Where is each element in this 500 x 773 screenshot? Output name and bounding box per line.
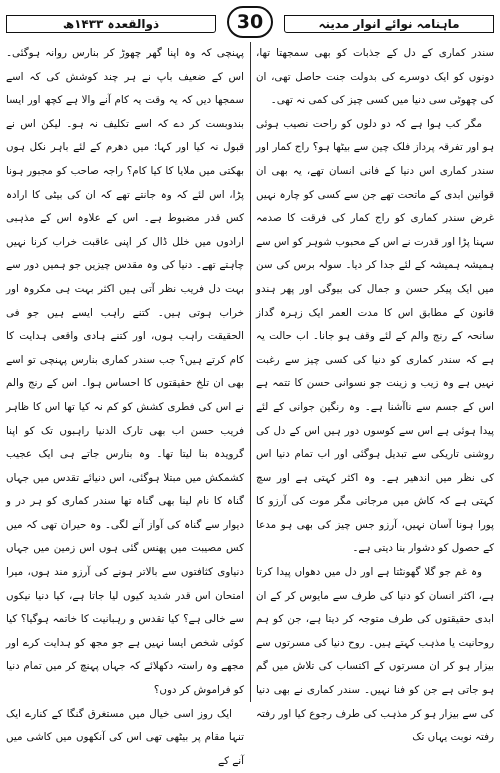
page-header [6, 6, 494, 36]
paragraph: ایک روز اسی خیال میں مستغرق گنگا کے کنارے ایک تنہا مقام پر بیٹھی تھی اس کی آنکھوں میں کاشی میں آنے کے [6, 707, 244, 767]
page-number-badge [227, 6, 273, 38]
paragraph: وہ غم جو گلا گھونٹتا ہے اور دل میں دھواں پیدا کرتا ہے، اکثر انسان کو دنیا کی طرف سے مایوس کر کے ان ابدی حقیقتوں کی طرف متوجہ کر دیتا ہے، جن کو ہم روحانیت یا مذہب کہتے ہیں۔ روح دنیا کی مسرتوں سے بیزار ہو کر ان مسرتوں کے اکتساب کی تلاش میں گم ہو جاتی ہے جن کو فنا نہیں۔ سندر کماری نے بھی دنیا کی سے بیزار ہو کر مذہب کی طرف رجوع کیا اور رفتہ رفتہ نوبت یہاں تک [256, 566, 494, 744]
paragraph: سندر کماری کے دل کے جذبات کو بھی سمجھتا تھا، دونوں کو ایک دوسرے کی بدولت جنت حاصل تھی، ان کی چھوٹی سی دنیا میں کسی چیز کی کمی نہ تھی۔ [256, 47, 494, 107]
page-number: 30 [236, 11, 264, 33]
issue-date-bar [6, 15, 216, 33]
right-text-column [256, 42, 494, 744]
issue-date: ذوالقعدہ ۱۴۳۳ھ [62, 17, 160, 31]
paragraph: پہنچی کہ وہ اپنا گھر چھوڑ کر بنارس روانہ ہوگئی۔ اس کے ضعیف باپ نے ہر چند کوشش کی کہ اسے سمجھا دیں کہ یہ وقت یہ کام آنے والا ہے کچھ اور ایسا بندوبست کر دے کہ اسے تکلیف نہ ہو۔ لیکن اس نے قبول نہ کیا اور کہا: میں دھرم کے لئے باہر نکل ہوں بھکتی میں ملایا کا کیا کام؟ راجہ صاحب کو مجبور ہونا پڑا، اس لئے کہ وہ جانتے تھے کہ ان کی بیٹی کا ارادہ کس قدر مضبوط ہے۔ اس کے علاوہ اس کے مذہبی ارادوں میں خلل ڈال کر اپنی عاقبت خراب کرنا نہیں چاہتے تھے۔ دنیا کی وہ مقدس چیزیں جو ہمیں دور سے بہت دل فریب نظر آتی ہیں اکثر بہت ہی مکروہ اور خراب ہوتی ہیں۔ کتنے راہب ایسے ہیں جو فی الحقیقت راہب ہوں، اور کتنے ہادی واقعی ہدایت کا کام کرتے ہیں؟ جب سندر کماری بنارس پہنچی تو اسے بھی ان تلخ حقیقتوں کا احساس ہوا۔ اس کے رنج والم نے اس کی فطری کشش کو کم نہ کیا تھا اس کا ظاہر فریب حسن اب بھی تارک الدنیا راہبوں تک کو اپنا گرویدہ بنا لیتا تھا۔ وہ بنارس جاتے ہی ایک عجیب کشمکش میں مبتلا ہوگئی، اس دنیائے تقدس میں جہاں گناہ کا نام لینا بھی گناہ تھا سندر کماری کو ہر در و دیوار سے گناہ کی آواز آنے لگی۔ وہ حیران تھی کہ میں کس مصیبت میں پھنس گئی ہوں اس زمین میں جہاں دنیاوی کثافتوں سے بالاتر ہونے کی آرزو مند ہوں، میرا امتحان اس قدر شدید کیوں لیا جاتا ہے، کیا دنیا نیکوں سے خالی ہے؟ کیا تقدس و رہبانیت کا خاتمہ ہوگیا؟ کیا کوئی شخص ایسا نہیں ہے جو مجھ کو ہدایت کرے اور مجھے وہ راستہ دکھلائے کہ جہاں پہنچ کر میں تمام دنیا کو فراموش کر دوں؟ [6, 47, 244, 697]
column-divider [250, 42, 251, 702]
paragraph: مگر کب ہوا ہے کہ دو دلوں کو راحت نصیب ہوئی ہو اور تفرقہ پرداز فلک چین سے بیٹھا ہو؟ راج کمار اور سندر کماری اس دنیا کے فانی انسان تھے، یہ بھی ان قوانین ابدی کے ماتحت تھے جن سے کسی کو چارہ نہیں غرض سندر کماری کو راج کمار کی فرقت کا صدمہ سہنا پڑا اور قدرت نے اس کے محبوب شوہر کو اس سے ہمیشہ ہمیشہ کے لئے جدا کر دیا۔ سولہ برس کی سن میں ایک پیکر حسن و جمال کی بیوگی اور پھر ہندو قانون کے مطابق اس کا مدت العمر ایک زہرہ گداز سانحہ کے رنج والم کے لئے وقف ہو جانا۔ اب حالت یہ ہے کہ سندر کماری کو دنیا کی کسی چیز سے رغبت نہیں ہے وہ زیب و زینت جو نسوانی حسن کا تتمہ ہے اس کے جسم سے ناآشنا ہے۔ وہ رنگین جوانی کے لئے پیدا ہوئی ہے اس سے کوسوں دور ہیں اس کے دل کی روشنی تاریکی سے تبدیل ہوگئی اور اب تمام دنیا اس کی نظر میں اندھیر ہے۔ وہ اکثر کہتی ہے اور سچ کہتی ہے کہ کاش میں مرجاتی مگر موت کی آرزو کا پورا ہونا آسان نہیں، آرزو جس چیز کی بھی ہو مدعا کے حصول کو دشوار بنا دیتی ہے۔ [256, 117, 494, 555]
left-text-column [6, 42, 244, 767]
magazine-title-bar [284, 15, 494, 33]
magazine-title: ماہنامہ نوائے انوار مدینہ [318, 17, 460, 31]
